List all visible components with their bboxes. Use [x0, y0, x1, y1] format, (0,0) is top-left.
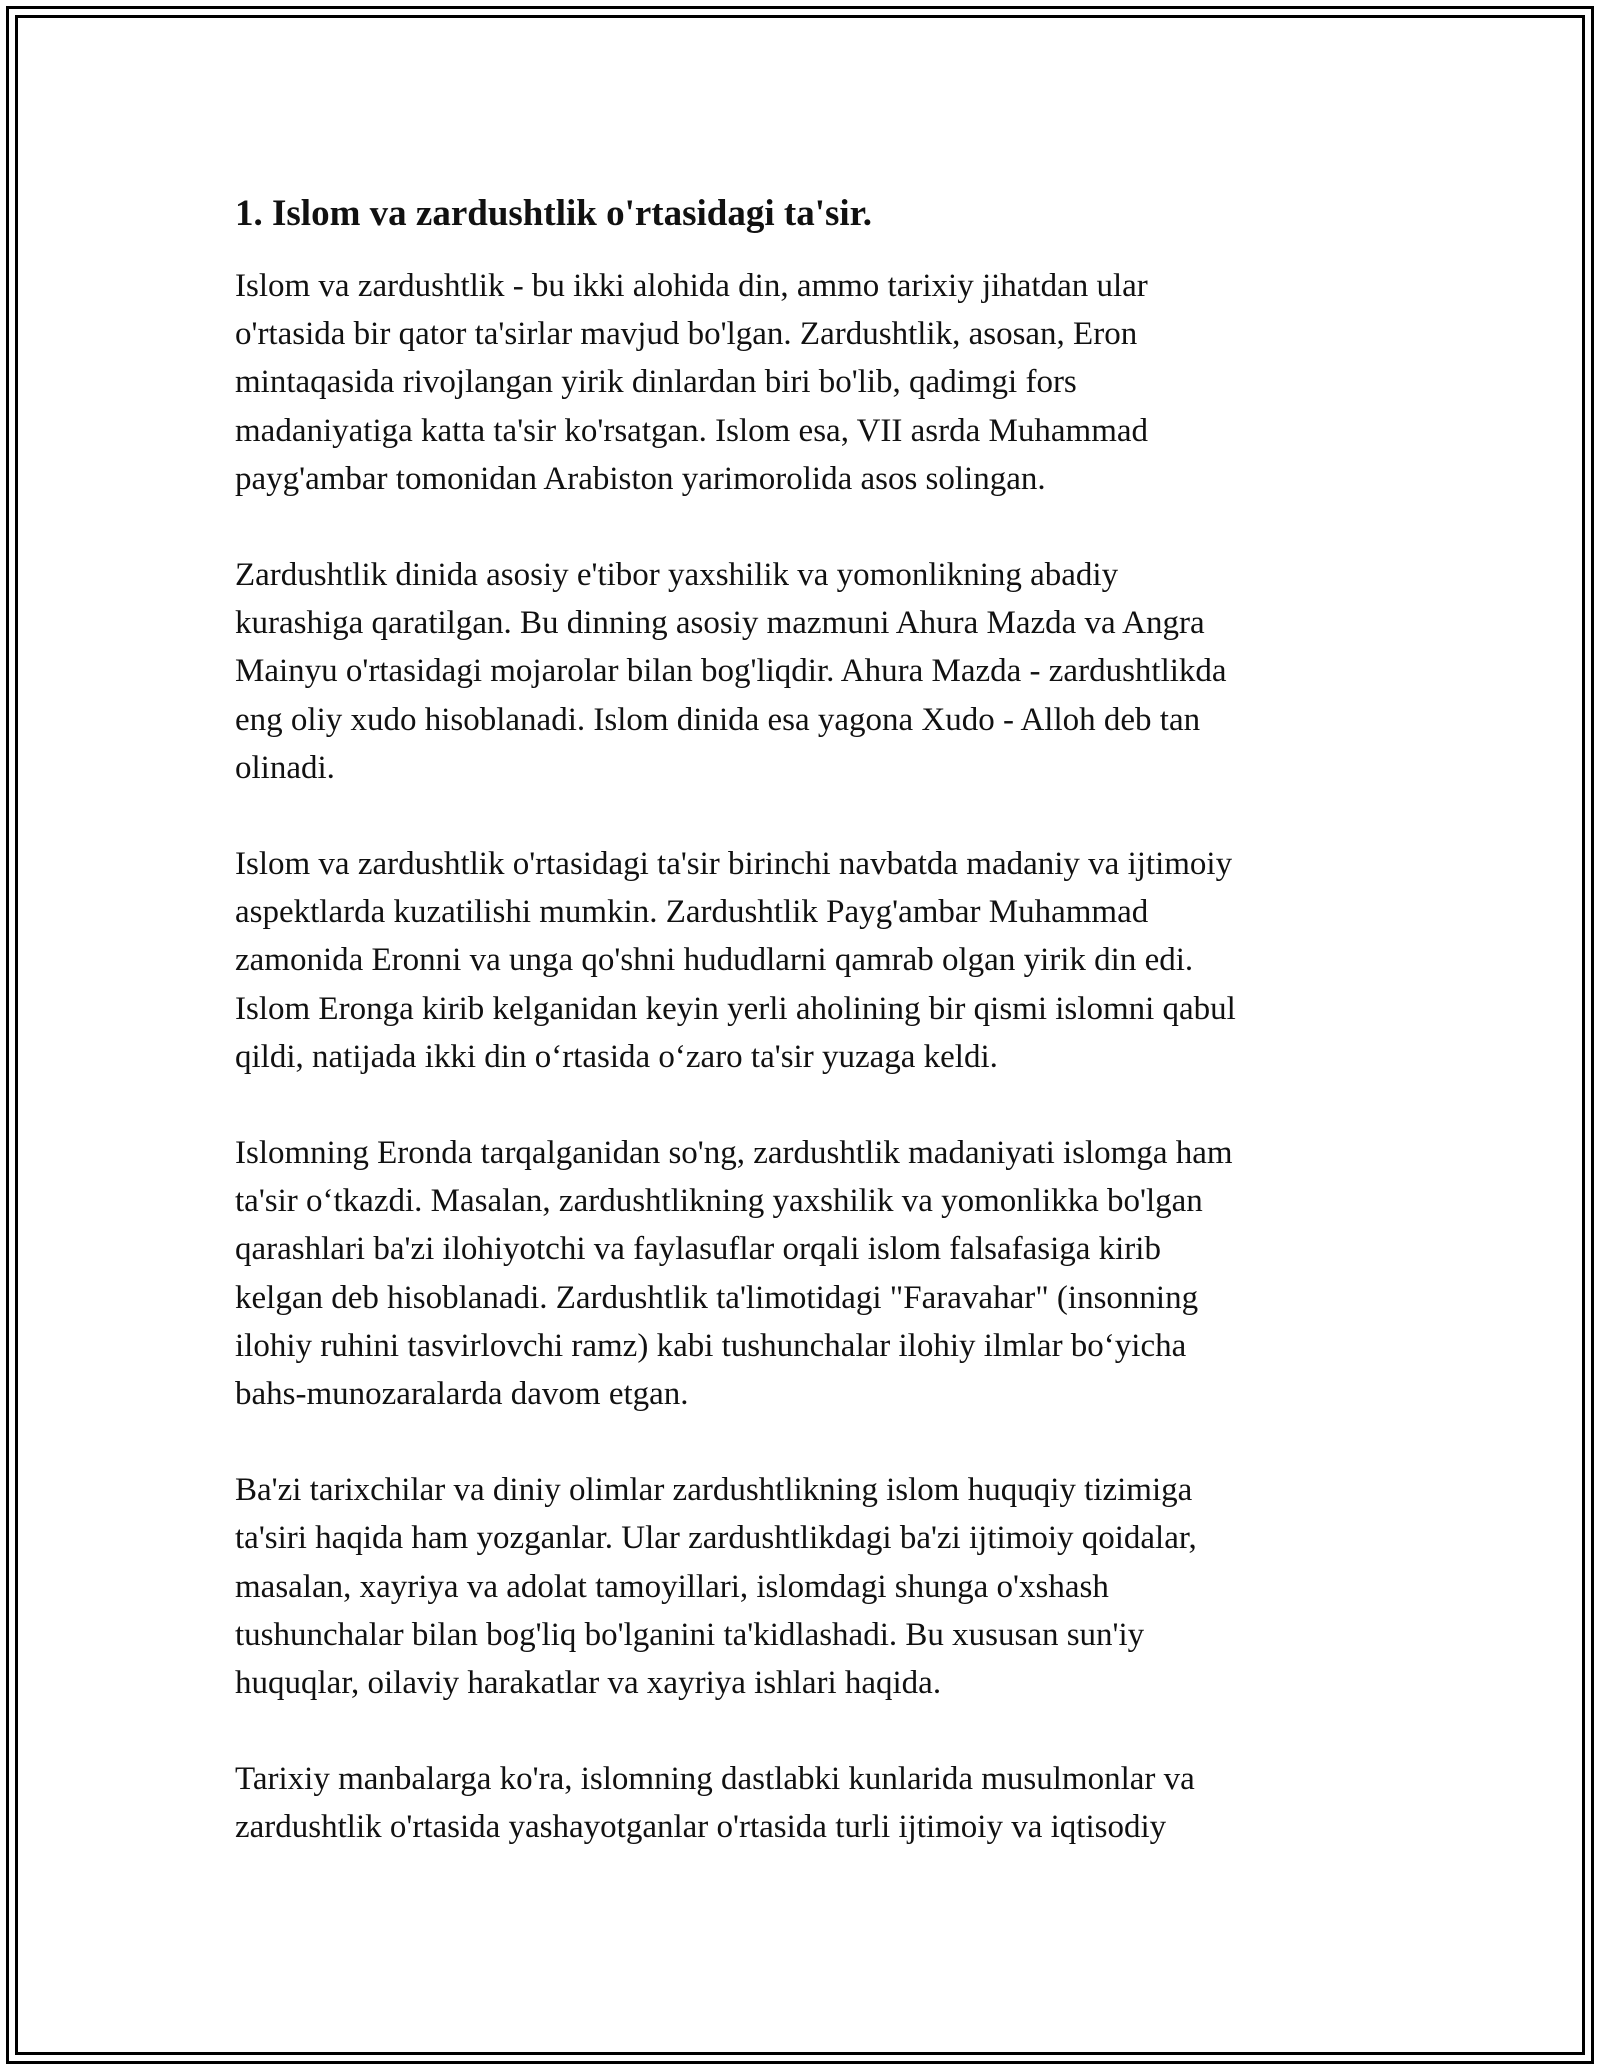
paragraph-3	[235, 840, 1365, 1081]
text-line: mintaqasida rivojlangan yirik dinlardan biri bo'lib, qadimgi fors	[235, 364, 1077, 401]
text-line: eng oliy xudo hisoblanadi. Islom dinida esa yagona Xudo - Alloh deb tan	[235, 701, 1201, 738]
paragraph-6	[235, 1755, 1365, 1851]
text-line: ta'siri haqida ham yozganlar. Ular zardushtlikdagi ba'zi ijtimoiy qoidalar,	[235, 1520, 1197, 1557]
text-line: bahs-munozaralarda davom etgan.	[235, 1376, 689, 1413]
text-line: kelgan deb hisoblanadi. Zardushtlik ta'limotidagi "Faravahar" (insonning	[235, 1279, 1199, 1316]
paragraph-5	[235, 1466, 1365, 1707]
text-line: o'rtasida bir qator ta'sirlar mavjud bo'lgan. Zardushtlik, asosan, Eron	[235, 316, 1138, 353]
text-line: kurashiga qaratilgan. Bu dinning asosiy mazmuni Ahura Mazda va Angra	[235, 605, 1205, 642]
text-line: payg'ambar tomonidan Arabiston yarimorolida asos solingan.	[235, 460, 1046, 497]
text-line: Islom va zardushtlik o'rtasidagi ta'sir birinchi navbatda madaniy va ijtimoiy	[235, 846, 1233, 883]
text-line: qarashlari ba'zi ilohiyotchi va faylasuflar orqali islom falsafasiga kirib	[235, 1231, 1161, 1268]
text-line: huquqlar, oilaviy harakatlar va xayriya ishlari haqida.	[235, 1665, 942, 1702]
text-line: masalan, xayriya va adolat tamoyillari, islomdagi shunga o'xshash	[235, 1568, 1109, 1605]
text-line: Islomning Eronda tarqalganidan so'ng, zardushtlik madaniyati islomga ham	[235, 1135, 1233, 1172]
section-heading: 1. Islom va zardushtlik o'rtasidagi ta'sir.	[235, 193, 872, 234]
text-line: Zardushtlik dinida asosiy e'tibor yaxshilik va yomonlikning abadiy	[235, 557, 1119, 594]
text-line: Tarixiy manbalarga ko'ra, islomning dastlabki kunlarida musulmonlar va	[235, 1761, 1195, 1798]
text-line: ilohiy ruhini tasvirlovchi ramz) kabi tushunchalar ilohiy ilmlar bo‘yicha	[235, 1327, 1187, 1364]
text-line: zamonida Eronni va unga qo'shni hududlarni qamrab olgan yirik din edi.	[235, 942, 1194, 979]
paragraph-1	[235, 262, 1365, 503]
text-line: Islom va zardushtlik - bu ikki alohida din, ammo tarixiy jihatdan ular	[235, 268, 1148, 304]
text-line: Mainyu o'rtasidagi mojarolar bilan bog'liqdir. Ahura Mazda - zardushtlikda	[235, 653, 1227, 690]
text-line: olinadi.	[235, 749, 335, 786]
text-line: tushunchalar bilan bog'liq bo'lganini ta'kidlashadi. Bu xususan sun'iy	[235, 1616, 1145, 1653]
text-line: Islom Eronga kirib kelganidan keyin yerli aholining bir qismi islomni qabul	[235, 990, 1236, 1027]
paragraph-4	[235, 1129, 1365, 1418]
text-line: ta'sir o‘tkazdi. Masalan, zardushtlikning yaxshilik va yomonlikka bo'lgan	[235, 1183, 1203, 1220]
text-line: qildi, natijada ikki din o‘rtasida o‘zaro ta'sir yuzaga keldi.	[235, 1038, 998, 1075]
text-line: zardushtlik o'rtasida yashayotganlar o'rtasida turli ijtimoiy va iqtisodiy	[235, 1809, 1167, 1846]
paragraph-2	[235, 551, 1365, 792]
document-body	[235, 186, 1365, 1900]
text-line: aspektlarda kuzatilishi mumkin. Zardushtlik Payg'ambar Muhammad	[235, 894, 1149, 931]
text-line: madaniyatiga katta ta'sir ko'rsatgan. Islom esa, VII asrda Muhammad	[235, 412, 1149, 449]
text-line: Ba'zi tarixchilar va diniy olimlar zardushtlikning islom huquqiy tizimiga	[235, 1472, 1193, 1509]
